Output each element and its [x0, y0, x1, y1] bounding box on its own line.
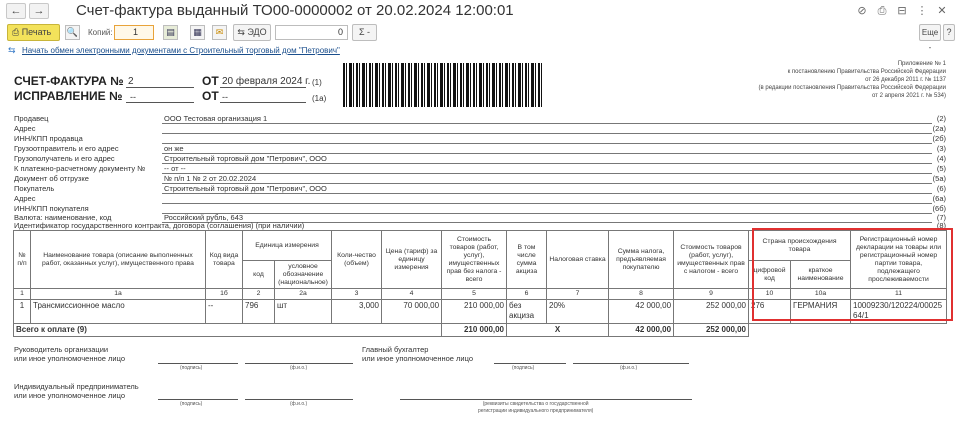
copies-label: Копий: — [88, 28, 113, 37]
col-number: 4 — [382, 289, 442, 300]
row-country-code: 276 — [749, 300, 791, 324]
header-rate: Налоговая ставка — [547, 231, 609, 289]
col-number: 8 — [609, 289, 674, 300]
header-country: Страна происхождения товара — [749, 231, 851, 261]
correction-date-line — [220, 102, 306, 103]
col-number: 10 — [749, 289, 791, 300]
row-num: 1 — [14, 300, 31, 324]
acc-fio-line — [573, 363, 689, 364]
col-number: 1 — [14, 289, 31, 300]
col-number: 3 — [332, 289, 382, 300]
more-button[interactable]: Еще - — [919, 24, 941, 41]
header-unit: Единица измерения — [243, 231, 332, 261]
field-code: (6б) — [932, 204, 946, 213]
field-code: (4) — [936, 154, 946, 163]
row-excise: без акциза — [507, 300, 547, 324]
title-bar — [0, 0, 958, 22]
annex-note — [759, 60, 946, 100]
field-value: ООО Тестовая организация 1 — [164, 114, 268, 123]
field-label: Грузоотправитель и его адрес — [14, 144, 119, 153]
header-tax: Сумма налога, предъявляемая покупателю — [609, 231, 674, 289]
total-tax: 42 000,00 — [609, 324, 674, 337]
code-1: (1) — [312, 78, 322, 87]
field-label: Документ об отгрузке — [14, 174, 89, 183]
field-consignee — [14, 154, 946, 164]
accountant-label-line: Главный бухгалтер — [362, 345, 429, 354]
barcode — [343, 63, 543, 107]
field-code: (8) — [936, 221, 946, 230]
field-label: Валюта: наименование, код — [14, 213, 112, 222]
close-icon[interactable]: ✕ — [937, 5, 947, 17]
field-label: ИНН/КПП покупателя — [14, 204, 89, 213]
ip-requisites-caption — [478, 401, 593, 415]
head-fio-line — [245, 363, 353, 364]
field-value: Строительный торговый дом "Петрович", ООО — [164, 154, 327, 163]
ip-label — [14, 382, 139, 400]
printer-icon: ⎙ — [12, 27, 22, 37]
highlight-frame — [752, 228, 953, 321]
help-button[interactable]: ? — [943, 24, 955, 41]
header-excise: В том числе сумма акциза — [507, 231, 547, 289]
total-cost-with-tax: 252 000,00 — [674, 324, 749, 337]
accountant-label — [362, 345, 473, 363]
correction-number: -- — [130, 92, 136, 102]
excel-icon[interactable]: ▤ — [163, 25, 178, 40]
paperclip-icon[interactable]: ⊘ — [857, 5, 867, 17]
head-fio-caption: (ф.и.о.) — [290, 365, 308, 371]
field-label: Продавец — [14, 114, 49, 123]
field-seller-inn — [14, 134, 946, 144]
field-shipper — [14, 144, 946, 154]
field-seller — [14, 114, 946, 124]
head-sign-caption: (подпись) — [180, 365, 203, 371]
col-number: 10а — [791, 289, 851, 300]
invoice-title: СЧЕТ-ФАКТУРА № — [14, 74, 124, 88]
annex-line: Приложение № 1 — [897, 61, 946, 67]
header-reg-number: Регистрационный номер декларации на товары или регистрационный номер партии товара, подлежащего прослеживаемости — [851, 231, 947, 289]
field-label: К платежно-расчетному документу № — [14, 164, 146, 173]
save-icon[interactable]: ▦ — [190, 25, 205, 40]
col-number: 6 — [507, 289, 547, 300]
annex-line: от 2 апреля 2021 г. № 534) — [871, 93, 946, 99]
invoice-date: 20 февраля 2024 г. — [222, 76, 311, 87]
row-kind: -- — [206, 300, 243, 324]
forward-button[interactable]: → — [29, 3, 49, 19]
invoice-number: 2 — [128, 76, 134, 87]
header-num: № п/п — [14, 231, 31, 289]
col-number: 11 — [851, 289, 947, 300]
from-label: ОТ — [202, 74, 219, 88]
head-label-line: Руководитель организации — [14, 345, 109, 354]
ip-fio-caption: (ф.и.о.) — [290, 401, 308, 407]
field-value: Строительный торговый дом "Петрович", ООО — [164, 184, 327, 193]
header-cost-without-tax: Стоимость товаров (работ, услуг), имущественных прав без налога - всего — [442, 231, 507, 289]
col-number: 5 — [442, 289, 507, 300]
field-label: Идентификатор государственного контракта, договора (соглашения) (при наличии) — [14, 221, 305, 230]
row-qty: 3,000 — [332, 300, 382, 324]
field-code: (3) — [936, 144, 946, 153]
ip-label-line: или иное уполномоченное лицо — [14, 391, 126, 400]
header-unit-name: условное обозначение (национальное) — [275, 261, 332, 289]
col-number: 2а — [275, 289, 332, 300]
correction-date: -- — [222, 92, 228, 102]
print-icon[interactable]: ⎙ — [877, 5, 887, 17]
invoice-date-line — [220, 87, 306, 88]
field-label: ИНН/КПП продавца — [14, 134, 83, 143]
print-label: Печать — [21, 27, 52, 37]
field-label: Грузополучатель и его адрес — [14, 154, 115, 163]
row-country-name: ГЕРМАНИЯ — [791, 300, 851, 324]
field-buyer — [14, 184, 946, 194]
col-number: 2 — [243, 289, 275, 300]
correction-title: ИСПРАВЛЕНИЕ № — [14, 89, 123, 103]
annex-line: от 26 декабря 2011 г. № 1137 — [865, 77, 946, 83]
back-button[interactable]: ← — [6, 3, 26, 19]
requisites-caption-line: регистрации индивидуального предпринимателя) — [478, 408, 594, 414]
field-label: Покупатель — [14, 184, 55, 193]
head-label-line: или иное уполномоченное лицо — [14, 354, 126, 363]
ip-sign-caption: (подпись) — [180, 401, 203, 407]
code-1a: (1а) — [312, 94, 327, 103]
total-x: Х — [507, 324, 609, 337]
field-code: (2) — [936, 114, 946, 123]
header-unit-code: код — [243, 261, 275, 289]
ip-sign-line — [158, 399, 238, 400]
requisites-caption-line: (реквизиты свидетельства о государственной — [482, 401, 589, 407]
field-code: (2б) — [932, 134, 946, 143]
acc-sign-line — [494, 363, 566, 364]
col-number: 1а — [31, 289, 206, 300]
acc-fio-caption: (ф.и.о.) — [620, 365, 638, 371]
row-price: 70 000,00 — [382, 300, 442, 324]
row-unit-name: шт — [275, 300, 332, 324]
field-code: (5) — [936, 164, 946, 173]
from-label-2: ОТ — [202, 89, 219, 103]
col-number: 9 — [674, 289, 749, 300]
ip-requisites-line — [400, 399, 692, 400]
exchange-icon: ⇆ — [8, 45, 16, 55]
field-label: Адрес — [14, 124, 36, 133]
field-value: он же — [164, 144, 184, 153]
total-label: Всего к оплате (9) — [14, 324, 442, 337]
row-reg-number: 10009230/120224/0002564/1 — [851, 300, 947, 324]
field-label: Адрес — [14, 194, 36, 203]
correction-number-line — [126, 102, 194, 103]
header-country-code: цифровой код — [749, 261, 791, 289]
header-name: Наименование товара (описание выполненных работ, оказанных услуг), имущественного права — [31, 231, 206, 289]
row-tax: 42 000,00 — [609, 300, 674, 324]
col-number: 7 — [547, 289, 609, 300]
document-title: Счет-фактура выданный ТО00-0000002 от 20.02.2024 12:00:01 — [76, 2, 514, 19]
col-number: 1б — [206, 289, 243, 300]
copies-input[interactable]: 1 — [114, 25, 154, 40]
print-button[interactable] — [7, 24, 60, 41]
mail-icon[interactable]: ✉ — [212, 25, 227, 40]
field-value: № п/п 1 № 2 от 20.02.2024 — [164, 174, 257, 183]
accountant-label-line: или иное уполномоченное лицо — [362, 354, 474, 363]
sum-input[interactable]: 0 — [275, 25, 348, 40]
head-label — [14, 345, 125, 363]
header-qty: Коли-чество (объем) — [332, 231, 382, 289]
field-value: Российский рубль, 643 — [164, 213, 244, 222]
annex-line: к постановлению Правительства Российской Федерации — [787, 69, 946, 75]
edo-label: ЭДО — [247, 27, 267, 37]
head-sign-line — [158, 363, 238, 364]
field-code: (7) — [936, 213, 946, 222]
field-seller-address — [14, 124, 946, 134]
acc-sign-caption: (подпись) — [512, 365, 535, 371]
field-value: -- от -- — [164, 164, 186, 173]
field-code: (5а) — [932, 174, 946, 183]
row-name: Трансмиссионное масло — [31, 300, 206, 324]
row-rate: 20% — [547, 300, 609, 324]
header-cost-with-tax: Стоимость товаров (работ, услуг), имущественных прав с налогом - всего — [674, 231, 749, 289]
invoice-number-line — [126, 87, 194, 88]
sigma-button[interactable]: Σ - — [352, 24, 377, 41]
exchange-link[interactable]: Начать обмен электронными документами с Строительный торговый дом "Петрович" — [22, 46, 340, 55]
window-icons — [854, 4, 950, 18]
header-price: Цена (тариф) за единицу измерения — [382, 231, 442, 289]
row-cost-with-tax: 252 000,00 — [674, 300, 749, 324]
ip-fio-line — [245, 399, 353, 400]
total-empty — [749, 324, 947, 337]
field-code: (6) — [936, 184, 946, 193]
field-shipment-doc — [14, 174, 946, 184]
field-code: (6а) — [932, 194, 946, 203]
total-cost-without-tax: 210 000,00 — [442, 324, 507, 337]
header-kind: Код вида товара — [206, 231, 243, 289]
more-icon[interactable]: ⋮ — [916, 5, 928, 17]
link-icon[interactable]: ⊟ — [897, 5, 907, 17]
edo-button[interactable] — [233, 24, 271, 41]
ip-label-line: Индивидуальный предприниматель — [14, 382, 139, 391]
edo-icon: ⇆ — [237, 27, 248, 37]
field-buyer-address — [14, 194, 946, 204]
row-cost-without-tax: 210 000,00 — [442, 300, 507, 324]
row-unit-code: 796 — [243, 300, 275, 324]
table-total-row — [14, 324, 947, 337]
field-payment-doc — [14, 164, 946, 174]
header-country-name: краткое наименование — [791, 261, 851, 289]
preview-icon[interactable]: 🔍 — [65, 25, 80, 40]
annex-line: (в редакции постановления Правительства Российской Федерации — [758, 85, 946, 91]
field-code: (2а) — [932, 124, 946, 133]
